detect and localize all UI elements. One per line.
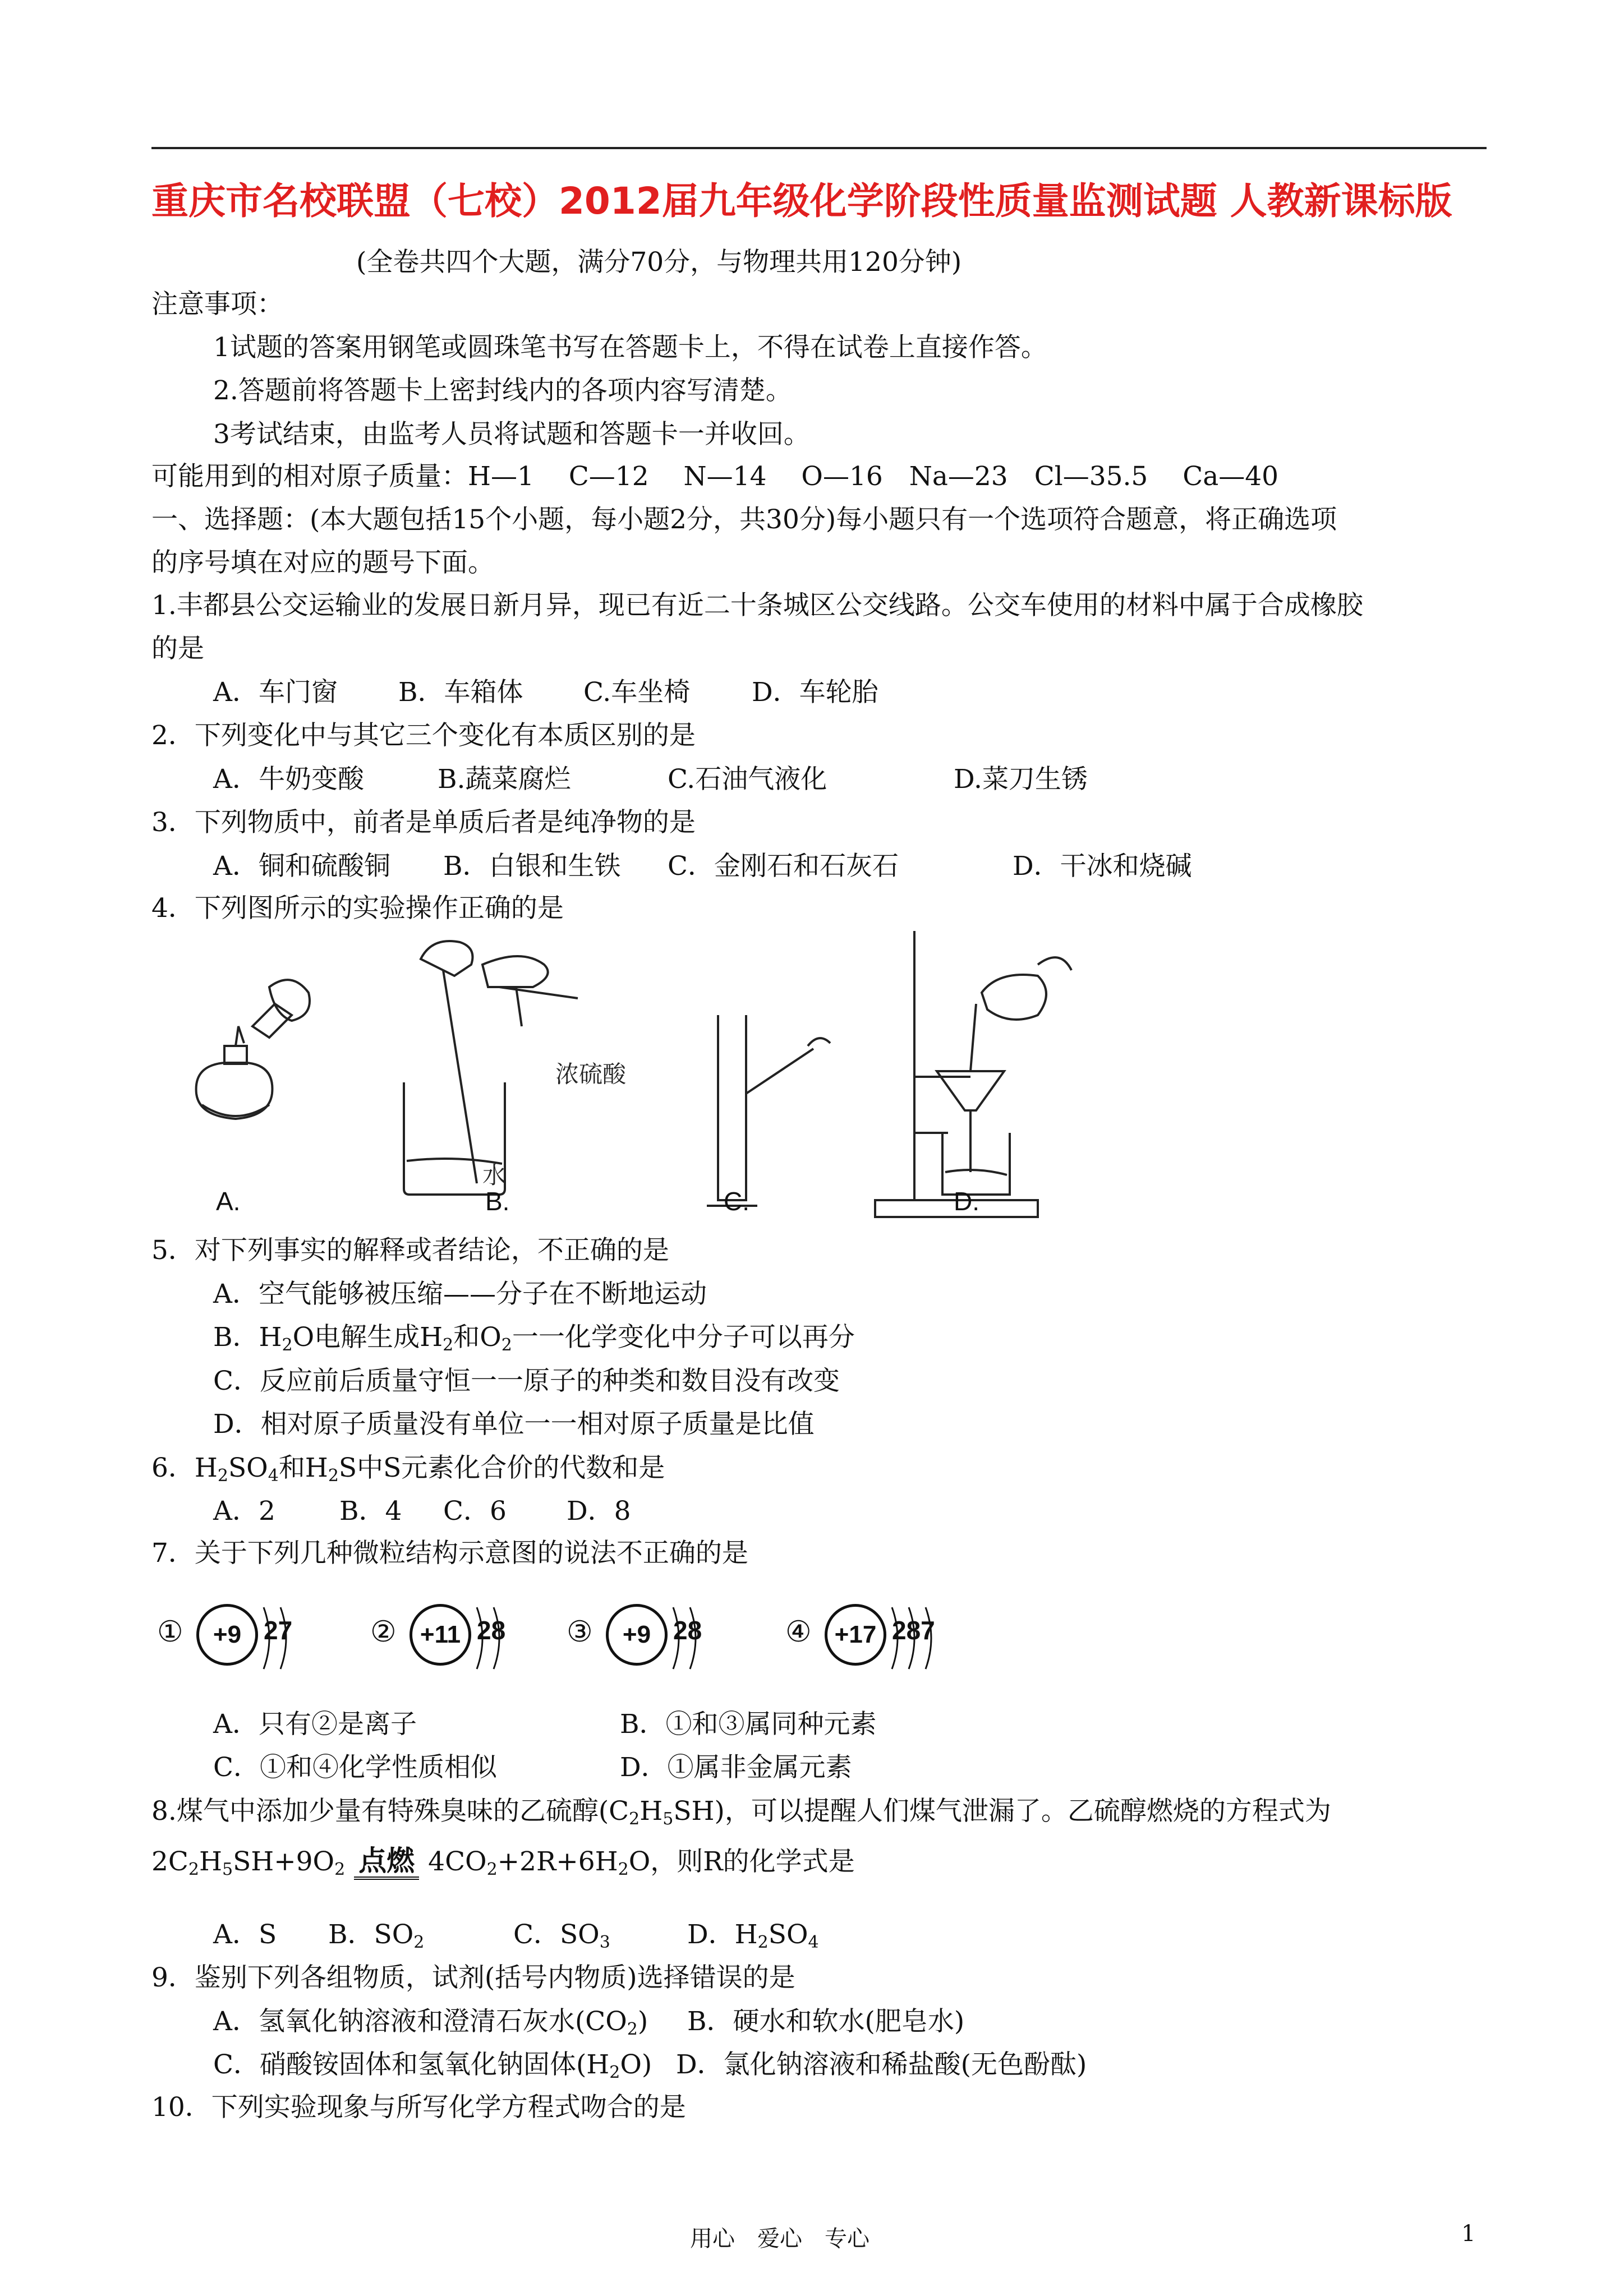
alcohol-lamp-icon <box>196 980 310 1119</box>
section1-intro: 的序号填在对应的题号下面。 <box>151 547 494 578</box>
option-b: B．4 <box>339 1496 402 1527</box>
option-c: C．硝酸铵固体和氢氧化钠固体$(H_2O)$ <box>213 2049 652 2082</box>
option-b: B．白银和生铁 <box>443 851 621 882</box>
option-a: A．氢氧化钠溶液和澄清石灰水$(CO_2)$ <box>213 2006 648 2039</box>
option-a: A．车门窗 <box>213 677 338 708</box>
header-rule <box>151 147 1487 149</box>
option-a: A．只有②是离子 <box>213 1709 417 1740</box>
option-a: A．空气能够被压缩——分子在不断地运动 <box>213 1279 707 1310</box>
figure-label-a: A. <box>216 1187 241 1216</box>
shell-arcs-icon <box>668 1602 718 1675</box>
beaker-icon <box>404 941 578 1195</box>
option-a: A．2 <box>213 1496 275 1527</box>
figure-label-b: B. <box>485 1187 510 1216</box>
option-b: B.蔬菜腐烂 <box>438 764 571 795</box>
option-b: B．①和③属同种元素 <box>620 1709 877 1740</box>
experiment-figure <box>185 925 1150 1239</box>
filtration-icon <box>875 931 1071 1217</box>
notice-heading: 注意事项： <box>151 289 283 320</box>
option-b: B．硬水和软水(肥皂水) <box>687 2006 965 2037</box>
electron-shells: 27 <box>264 1616 293 1645</box>
option-a: A．牛奶变酸 <box>213 764 364 795</box>
nucleus: +9 <box>196 1604 258 1666</box>
water-label: 水 <box>482 1161 507 1189</box>
question-stem: 3．下列物质中，前者是单质后者是纯净物的是 <box>151 807 696 838</box>
option-d: D．相对原子质量没有单位一一相对原子质量是比值 <box>213 1409 815 1440</box>
option-d: D．氯化钠溶液和稀盐酸(无色酚酞) <box>676 2049 1087 2080</box>
atomic-masses: 可能用到的相对原子质量：H—1 C—12 N—14 O—16 Na—23 Cl—35.5 Ca—40 <box>151 461 1279 492</box>
electron-shells: 28 <box>477 1616 506 1645</box>
footer-motto: 用心 爱心 专心 <box>690 2226 869 2252</box>
combustion-equation: $2C_2H_5SH+9O_2$ 点燃 $4CO_2+2R+6H_2O$，则R的化学式是 <box>151 1845 855 1879</box>
option-a: A．铜和硫酸铜 <box>213 851 390 882</box>
option-d: D．①属非金属元素 <box>620 1752 852 1783</box>
section1-intro: 一、选择题：(本大题包括15个小题，每小题2分，共30分)每小题只有一个选项符合题意，将正确选项 <box>151 504 1337 535</box>
notice-item: 1试题的答案用钢笔或圆珠笔书写在答题卡上，不得在试卷上直接作答。 <box>213 332 1047 363</box>
question-stem: 的是 <box>151 633 204 664</box>
shell-arcs-icon <box>471 1602 522 1675</box>
nucleus: +11 <box>410 1604 471 1666</box>
shell-arcs-icon <box>886 1602 954 1675</box>
page-title: 重庆市名校联盟（七校）2012届九年级化学阶段性质量监测试题 人教新课标版 <box>151 179 1452 223</box>
option-d: D．$H_2SO_4$ <box>687 1919 819 1952</box>
option-c: C．金刚石和石灰石 <box>668 851 899 882</box>
question-stem: 7．关于下列几种微粒结构示意图的说法不正确的是 <box>151 1538 748 1569</box>
question-stem: 6．$H_2SO_4$和$H_2S$中S元素化合价的代数和是 <box>151 1453 665 1486</box>
ignition-condition: 点燃 <box>354 1845 419 1880</box>
option-d: D．干冰和烧碱 <box>1013 851 1192 882</box>
option-a: A．S <box>213 1919 277 1950</box>
option-d: D．8 <box>567 1496 631 1527</box>
option-b: B．车箱体 <box>398 677 523 708</box>
option-d: D．车轮胎 <box>752 677 878 708</box>
question-stem: 2．下列变化中与其它三个变化有本质区别的是 <box>151 720 696 751</box>
option-b: B．$SO_2$ <box>328 1919 425 1952</box>
acid-label: 浓硫酸 <box>555 1061 627 1088</box>
option-d: D.菜刀生锈 <box>954 764 1088 795</box>
atom-diagrams: ① +9 27 ② +11 28 ③ +9 28 ④ +17 287 <box>151 1598 993 1677</box>
option-c: C．$SO_3$ <box>513 1919 610 1952</box>
question-stem: 4．下列图所示的实验操作正确的是 <box>151 893 564 924</box>
option-c: C．①和④化学性质相似 <box>213 1752 497 1783</box>
option-c: C．反应前后质量守恒一一原子的种类和数目没有改变 <box>213 1366 840 1396</box>
nucleus: +9 <box>606 1604 668 1666</box>
question-stem: 9．鉴别下列各组物质，试剂(括号内物质)选择错误的是 <box>151 1962 795 1993</box>
option-c: C．6 <box>443 1496 507 1527</box>
option-c: C.车坐椅 <box>583 677 691 708</box>
notice-item: 2.答题前将答题卡上密封线内的各项内容写清楚。 <box>213 375 792 406</box>
shell-arcs-icon <box>258 1602 309 1675</box>
page-number: 1 <box>1461 2221 1476 2247</box>
electron-shells: 28 <box>673 1616 702 1645</box>
question-stem: 10．下列实验现象与所写化学方程式吻合的是 <box>151 2092 686 2123</box>
option-c: C.石油气液化 <box>668 764 827 795</box>
figure-label-c: C. <box>724 1187 749 1216</box>
question-stem: 5．对下列事实的解释或者结论，不正确的是 <box>151 1235 669 1266</box>
cylinder-icon <box>707 1015 830 1206</box>
electron-shells: 287 <box>892 1616 935 1645</box>
subtitle: (全卷共四个大题，满分70分，与物理共用120分钟) <box>356 247 962 278</box>
notice-item: 3考试结束，由监考人员将试题和答题卡一并收回。 <box>213 419 810 450</box>
nucleus: +17 <box>825 1604 886 1666</box>
figure-label-d: D. <box>954 1187 979 1216</box>
option-b: B．$H_2O$电解生成$H_2$和$O_2$一一化学变化中分子可以再分 <box>213 1322 855 1355</box>
question-stem: 8.煤气中添加少量有特殊臭味的乙硫醇$(C_2H_5SH)$，可以提醒人们煤气泄漏了。乙硫醇燃烧的方程式为 <box>151 1796 1331 1829</box>
question-stem: 1.丰都县公交运输业的发展日新月异，现已有近二十条城区公交线路。公交车使用的材料中属于合成橡胶 <box>151 590 1363 621</box>
